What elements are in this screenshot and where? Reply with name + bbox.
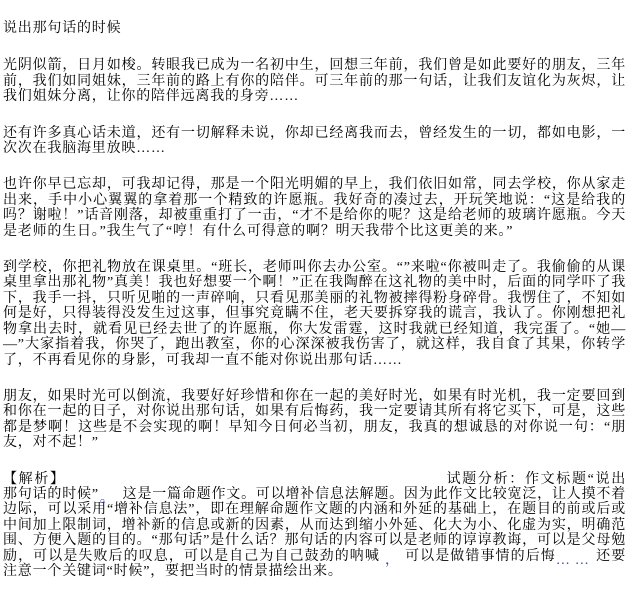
essay-paragraph-4: 到学校，你把礼物放在课桌里。“班长，老师叫你去办公室。“”来啦“你被叫走了。我偷偷的从课桌里拿出那礼物”真美！我也好想要一个啊！”正在我陶醉在这礼物的美中时，后面的同学吓了我下，我手一抖，只听见啪的一声碎响，只看见那美丽的礼物被摔得粉身碎骨。我愣住了，不知如何是好，只得装得没发生过这事，但事究竟瞒不住，老天要拆穿我的谎言，我认了。你刚想把礼物拿出去时，就看见已经去世了的许愿瓶，你大发雷霆，这时我就已经知道，我完蛋了。“她——”大家指着我，你哭了，跑出教室，你的心深深被我伤害了，就这样，我自食了其果，你转学了，不再看见你的身影，可我却一直不能对你说出那句话…… [3, 260, 626, 368]
analysis-section [3, 472, 626, 580]
analysis-text-part4: 还要注意一个关键词“时候”，要把当时的情景描绘出来。 [3, 548, 627, 579]
essay-title: 说出那句话的时候 [3, 21, 122, 36]
analysis-text-part2: 这是一篇命题作文。可以增补信息法解题。因为此作文比较宽泛，让人摸不着边际，可以采用“增补信息法”，即在理解命题作文题的内涵和外延的基础上，在题目的前或后或中间加上限制词，增补新的信息或新的因素，从而达到缩小外延、化大为小、化虚为实，明确范围、方便入题的目的。“那句话”是什么话？那句话的内容可以是老师的谆谆教诲，可以是父母勉励，可以是失败后的叹息，可以是自己为自己鼓劲的呐喊 [3, 486, 626, 564]
essay-paragraph-3: 也许你早已忘却，可我却记得，那是一个阳光明媚的早上，我们依旧如常，同去学校，你从家走出来，手中小心翼翼的拿着那一个精致的许愿瓶。我好奇的凑过去，开玩笑地说：“这是给我的吗？谢啦！”话音刚落，却被重重打了一击，“才不是给你的呢？这是给老师的玻璃许愿瓶。今天是老师的生日。”我生气了“哼！有什么可得意的啊？明天我带个比这更美的来。” [3, 177, 626, 239]
analysis-text-part3: 可以是做错事情的后悔 [405, 548, 556, 564]
analysis-text-part1: 试题分析：作文标题“说出那句话的时候” [3, 471, 626, 502]
analysis-label: 【解析】 [3, 471, 66, 487]
blue-comma-mark: ， [384, 552, 401, 568]
essay-paragraph-1: 光阴似箭，日月如梭。转眼我已成为一名初中生，回想三年前，我们曾是如此要好的朋友，三年前，我们如同姐妹，三年前的路上有你的陪伴。可三年前的那一句话，让我们友谊化为灰烬，让我们姐妹分离，让你的陪伴远离我的身旁…… [3, 58, 626, 105]
blue-period-mark: 。 [99, 490, 115, 506]
blue-ellipsis-mark: …… [555, 552, 594, 568]
essay-paragraph-5: 朋友，如果时光可以倒流，我要好好珍惜和你在一起的美好时光，如果有时光机，我一定要回到和你在一起的日子，对你说出那句话，如果有后悔药，我一定要请其所有将它买下，可是，这些都是梦啊！这些是不会实现的啊！早知今日何必当初，朋友，我真的想诚恳的对你说一句：“朋友，对不起！” [3, 388, 626, 451]
essay-paragraph-2: 还有许多真心话未道，还有一切解释未说，你却已经离我而去，曾经发生的一切，都如电影，一次次在我脑海里放映…… [3, 125, 626, 157]
analysis-spacer [66, 482, 446, 483]
